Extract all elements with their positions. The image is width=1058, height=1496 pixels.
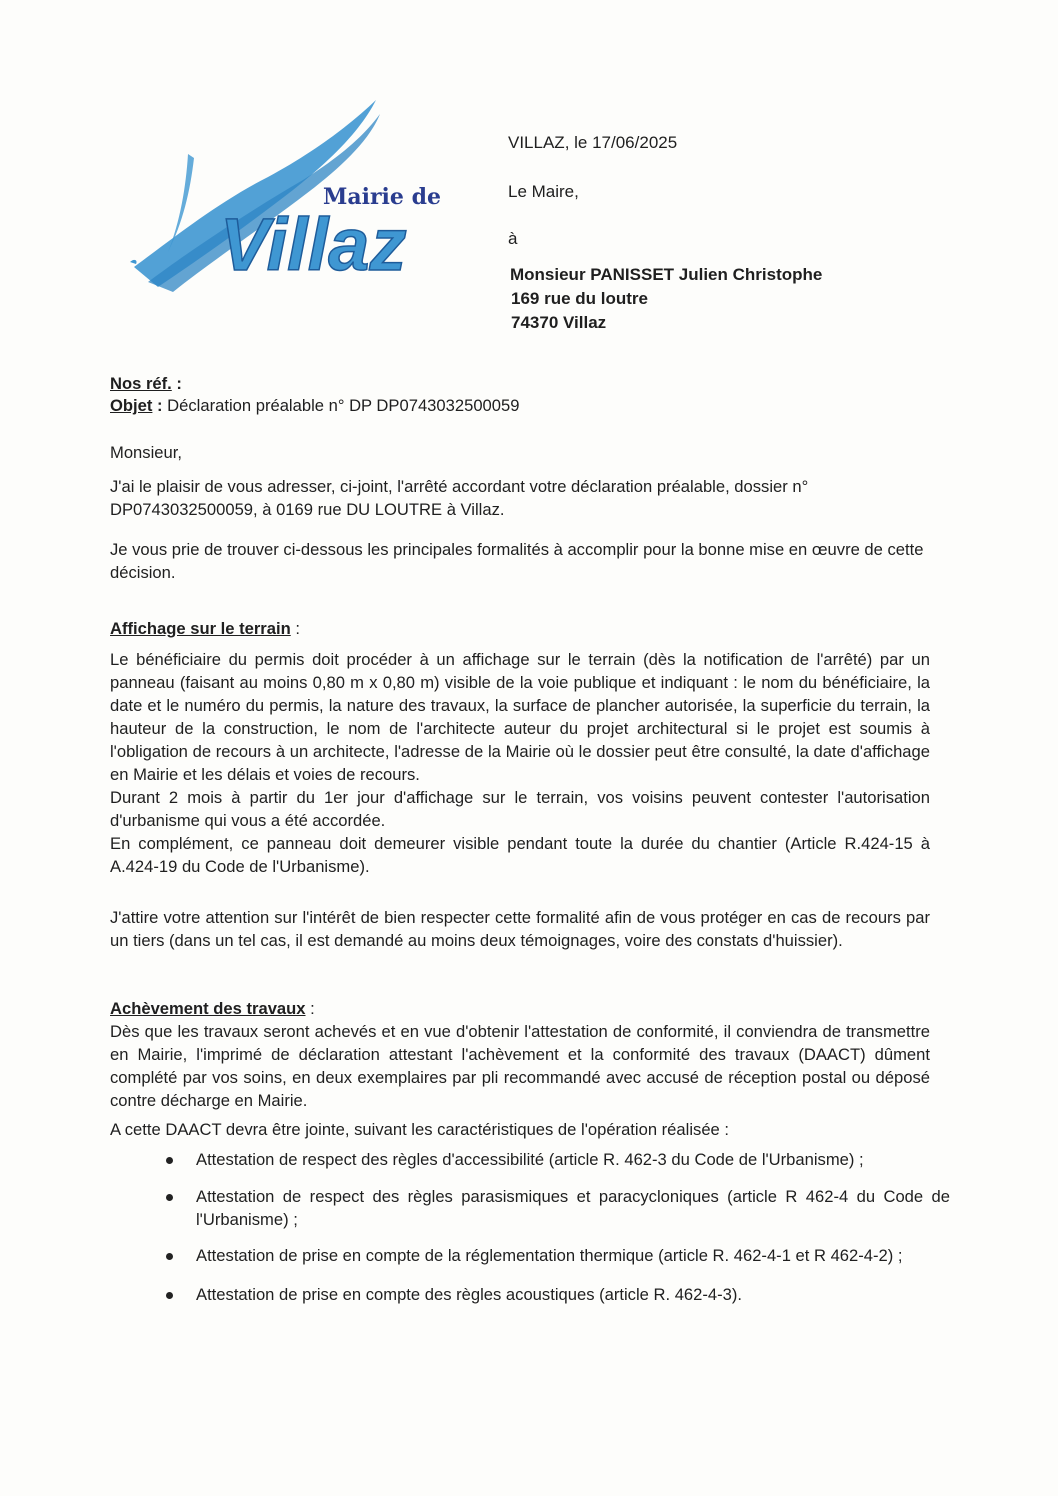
paragraph-attention: J'attire votre attention sur l'intérêt de bien respecter cette formalité afin de vous protéger en cas de recours par un tiers (dans un tel cas, il est demandé au moins deux témoignages, voire des constats d'huissier).: [110, 908, 930, 950]
letter-sender: Le Maire,: [508, 182, 579, 201]
recipient-street: 169 rue du loutre: [511, 289, 648, 308]
list-item: [160, 1185, 950, 1231]
section1-title: Affichage sur le terrain: [110, 619, 291, 638]
section-affichage-body: [110, 648, 930, 878]
affichage-paragraph-1: Le bénéficiaire du permis doit procéder à un affichage sur le terrain (dès la notification de l'arrêté) par un panneau (faisant au moins 0,80 m x 0,80 m) visible de la voie publique et indiquant : le nom du bénéficiaire, la date et le numéro du permis, la nature des travaux, la surface de plancher autorisée, la superficie du terrain, la hauteur de la construction, le nom de l'architecte auteur du projet architectural si le projet est soumis à l'obligation de recours à un architecte, l'adresse de la Mairie où le dossier peut être consulté, la date d'affichage en Mairie et les délais et voies de recours.: [110, 650, 930, 784]
recipient-city: 74370 Villaz: [511, 313, 607, 332]
logo-line2: Villaz: [220, 203, 407, 286]
list-item-text: Attestation de prise en compte de la réglementation thermique (article R. 462-4-1 et R 462-4-2) ;: [196, 1246, 903, 1265]
affichage-paragraph-3: En complément, ce panneau doit demeurer visible pendant toute la durée du chantier (Article R.424-15 à A.424-19 du Code de l'Urbanisme).: [110, 834, 930, 876]
section2-sep: :: [305, 999, 315, 1018]
list-item-text: Attestation de respect des règles d'accessibilité (article R. 462-3 du Code de l'Urbanisme) ;: [196, 1150, 864, 1169]
bullet-icon: [166, 1157, 173, 1164]
object-label: Objet: [110, 396, 153, 415]
section2-title: Achèvement des travaux: [110, 999, 306, 1018]
paragraph-daact: Dès que les travaux seront achevés et en vue d'obtenir l'attestation de conformité, il conviendra de transmettre en Mairie, l'imprimé de déclaration attestant l'achèvement et la conformité des travaux (DAACT) dûment complété par vos soins, en deux exemplaires par pli recommandé avec accusé de réception postal ou déposé contre décharge en Mairie.: [110, 1022, 930, 1110]
list-item: [160, 1244, 950, 1267]
bullet-icon: [166, 1253, 173, 1260]
paragraph-daact-attachments: A cette DAACT devra être jointe, suivant les caractéristiques de l'opération réalisée :: [110, 1120, 729, 1139]
affichage-paragraph-2: Durant 2 mois à partir du 1er jour d'affichage sur le terrain, vos voisins peuvent contester l'autorisation d'urbanisme qui vous a été accordée.: [110, 788, 930, 830]
paragraph-formalities: Je vous prie de trouver ci-dessous les principales formalités à accomplir pour la bonne mise en œuvre de cette décision.: [110, 540, 924, 582]
salutation: Monsieur,: [110, 443, 182, 462]
section-title-achevement: [110, 997, 930, 1020]
logo-line1: Mairie de: [323, 184, 441, 210]
list-item-text: Attestation de prise en compte des règles acoustiques (article R. 462-4-3).: [196, 1285, 743, 1304]
bullet-icon: [166, 1194, 173, 1201]
mairie-logo: [128, 92, 473, 307]
ref-sep: :: [171, 374, 182, 393]
list-item: [160, 1283, 950, 1306]
attestation-list: [160, 1148, 950, 1317]
recipient-name: Monsieur PANISSET Julien Christophe: [510, 265, 823, 284]
section1-sep: :: [290, 619, 300, 638]
object-sep: :: [152, 396, 168, 415]
section-title-affichage: [110, 617, 930, 640]
recipient-address: [510, 263, 822, 335]
ref-label: Nos réf.: [110, 374, 172, 393]
swoosh-logo-icon: [128, 92, 473, 307]
list-item: [160, 1148, 950, 1171]
object-text: Déclaration préalable n° DP DP0743032500059: [167, 396, 520, 415]
letter-date: VILLAZ, le 17/06/2025: [508, 133, 678, 152]
list-item-text: Attestation de respect des règles parasismiques et paracycloniques (article R 462-4 du Code de l'Urbanisme) ;: [196, 1187, 950, 1229]
paragraph-intro: J'ai le plaisir de vous adresser, ci-joint, l'arrêté accordant votre déclaration préalable, dossier n° DP0743032500059, à 0169 rue DU LOUTRE à Villaz.: [110, 477, 809, 519]
references-block: [110, 373, 930, 417]
letter-to: à: [508, 229, 518, 248]
bullet-icon: [166, 1292, 173, 1299]
